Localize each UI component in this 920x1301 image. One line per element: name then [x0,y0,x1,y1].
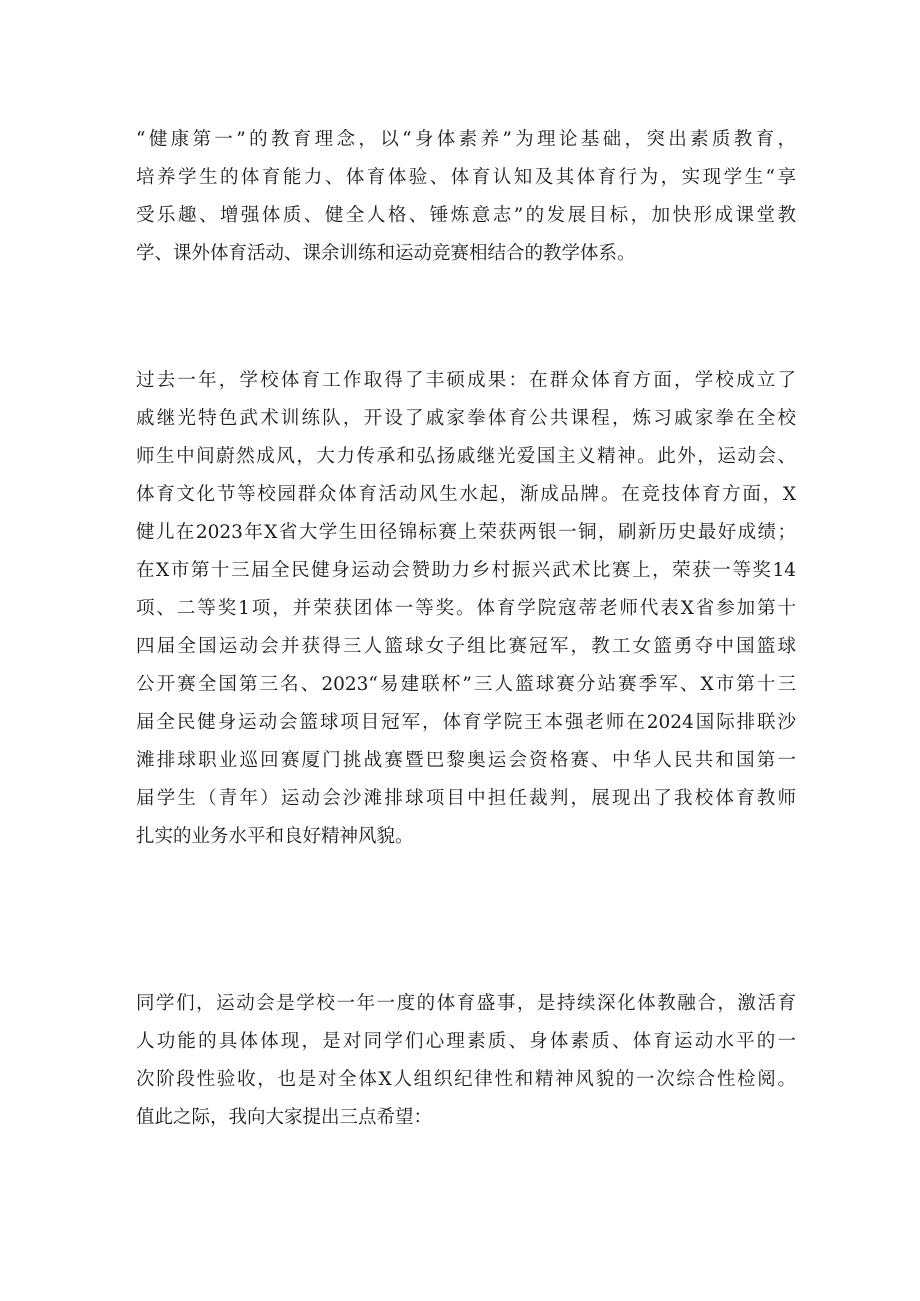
paragraph-past-year-achievements [136,362,796,856]
paragraph-line: 公开赛全国第三名、2023“易建联杯”三人篮球赛分站赛季军、X市第十三 [136,674,796,695]
paragraph-sports-meet-significance [136,985,796,1137]
paragraph-line: 体育文化节等校园群众体育活动风生水起，渐成品牌。在竞技体育方面，X [136,484,796,505]
paragraph-line: 戚继光特色武术训练队，开设了戚家拳体育公共课程，炼习戚家拳在全校 [136,408,796,429]
paragraph-line: 滩排球职业巡回赛厦门挑战赛暨巴黎奥运会资格赛、中华人民共和国第一 [136,750,796,771]
paragraph-line: 人功能的具体体现，是对同学们心理素质、身体素质、体育运动水平的一 [136,1031,796,1052]
paragraph-line: 健儿在2023年X省大学生田径锦标赛上荣获两银一铜，刷新历史最好成绩； [136,522,796,543]
paragraph-line: 在X市第十三届全民健身运动会赞助力乡村振兴武术比赛上，荣获一等奖14 [136,560,796,581]
paragraph-line: 届全民健身运动会篮球项目冠军，体育学院王本强老师在2024国际排联沙 [136,712,796,733]
paragraph-education-philosophy [136,121,796,273]
paragraph-line: “健康第一”的教育理念，以“身体素养”为理论基础，突出素质教育， [136,129,796,150]
paragraph-line: 四届全国运动会并获得三人篮球女子组比赛冠军，教工女篮勇夺中国篮球 [136,636,796,657]
paragraph-line: 学、课外体育活动、课余训练和运动竞赛相结合的教学体系。 [136,243,636,264]
paragraph-line: 过去一年，学校体育工作取得了丰硕成果：在群众体育方面，学校成立了 [136,370,796,391]
paragraph-line: 培养学生的体育能力、体育体验、体育认知及其体育行为，实现学生“享 [136,167,796,188]
paragraph-line: 扎实的业务水平和良好精神风貌。 [136,826,414,847]
paragraph-line: 同学们，运动会是学校一年一度的体育盛事，是持续深化体教融合，激活育 [136,993,796,1014]
paragraph-line: 值此之际，我向大家提出三点希望： [136,1107,433,1128]
paragraph-line: 次阶段性验收，也是对全体X人组织纪律性和精神风貌的一次综合性检阅。 [136,1069,796,1090]
paragraph-line: 受乐趣、增强体质、健全人格、锤炼意志”的发展目标，加快形成课堂教 [136,205,796,226]
paragraph-line: 项、二等奖1项，并荣获团体一等奖。体育学院寇蒂老师代表X省参加第十 [136,598,796,619]
paragraph-line: 师生中间蔚然成风，大力传承和弘扬戚继光爱国主义精神。此外，运动会、 [136,446,796,467]
paragraph-line: 届学生（青年）运动会沙滩排球项目中担任裁判，展现出了我校体育教师 [136,788,796,809]
